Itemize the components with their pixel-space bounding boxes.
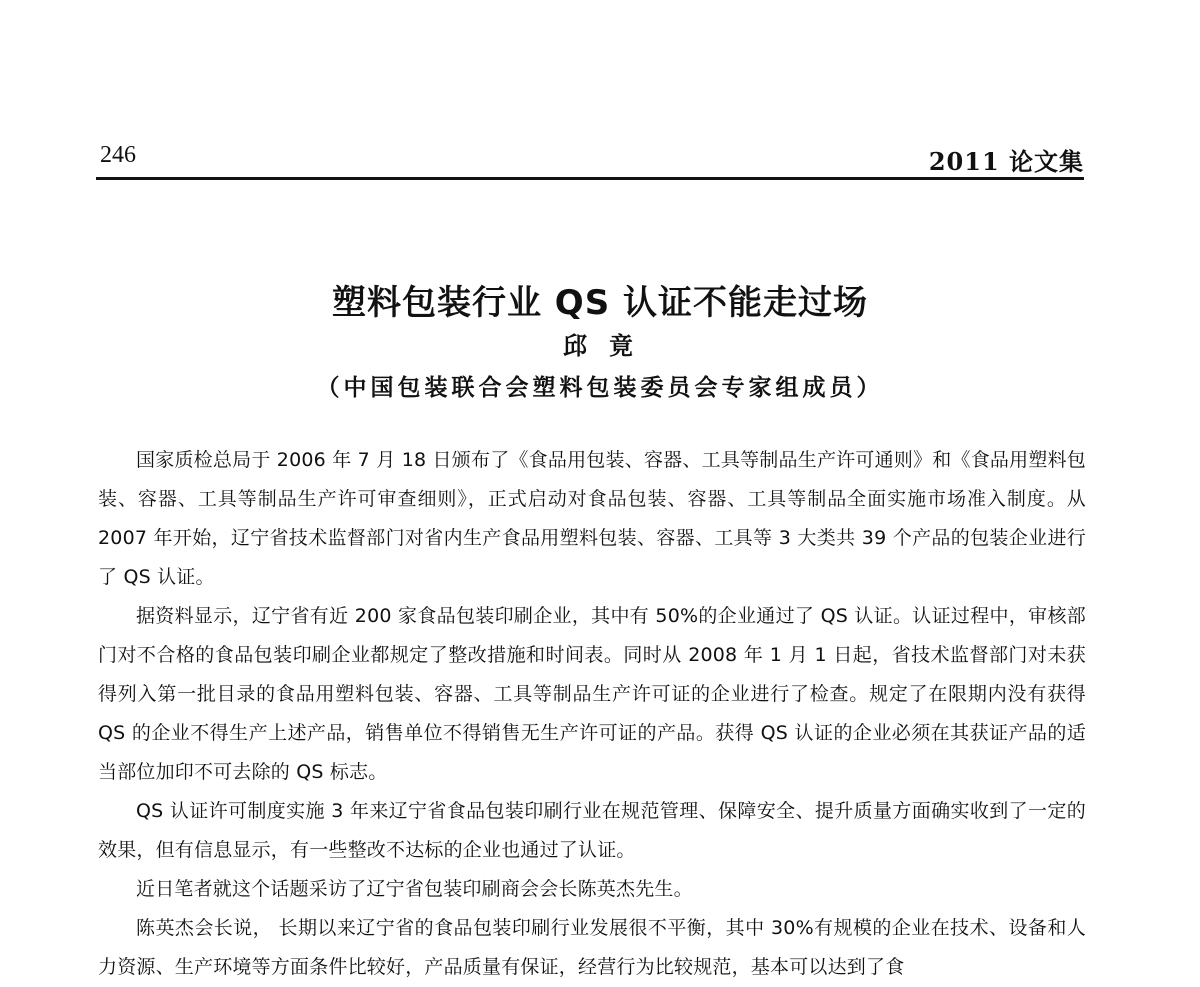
body-paragraph: 陈英杰会长说， 长期以来辽宁省的食品包装印刷行业发展很不平衡，其中 30%有规模的企业在技术、设备和人力资源、生产环境等方面条件比较好，产品质量有保证，经营行为比较规范，基本可以达到了食 <box>98 917 1086 978</box>
page-header <box>96 132 1084 180</box>
publication-title: 2011 论文集 <box>928 147 1084 176</box>
article-title: 塑料包装行业 QS 认证不能走过场 <box>331 282 869 323</box>
article-body <box>98 441 1086 978</box>
body-paragraph: 据资料显示，辽宁省有近 200 家食品包装印刷企业，其中有 50%的企业通过了 QS 认证。认证过程中，审核部门对不合格的食品包装印刷企业都规定了整改措施和时间表。同时从 2008 年 1 月 1 日起，省技术监督部门对未获得列入第一批目录的食品用塑料包装、容器、工具等制品生产许可证的企业进行了检查。规定了在限期内没有获得 QS 的企业不得生产上述产品，销售单位不得销售无生产许可证的产品。获得 QS 认证的企业必须在其获证产品的适当部位加印不可去除的 QS 标志。 <box>98 605 1086 783</box>
author-affiliation: （中国包装联合会塑料包装委员会专家组成员） <box>316 374 884 401</box>
author-name: 邱竟 <box>563 331 655 360</box>
page-number: 246 <box>100 142 136 168</box>
body-paragraph: QS 认证许可制度实施 3 年来辽宁省食品包装印刷行业在规范管理、保障安全、提升质量方面确实收到了一定的效果，但有信息显示，有一些整改不达标的企业也通过了认证。 <box>98 800 1086 861</box>
body-paragraph: 国家质检总局于 2006 年 7 月 18 日颁布了《食品用包装、容器、工具等制品生产许可通则》和《食品用塑料包装、容器、工具等制品生产许可审查细则》，正式启动对食品包装、容器、工具等制品全面实施市场准入制度。从 2007 年开始，辽宁省技术监督部门对省内生产食品用塑料包装、容器、工具等 3 大类共 39 个产品的包装企业进行了 QS 认证。 <box>98 449 1086 588</box>
body-paragraph: 近日笔者就这个话题采访了辽宁省包装印刷商会会长陈英杰先生。 <box>136 878 693 900</box>
